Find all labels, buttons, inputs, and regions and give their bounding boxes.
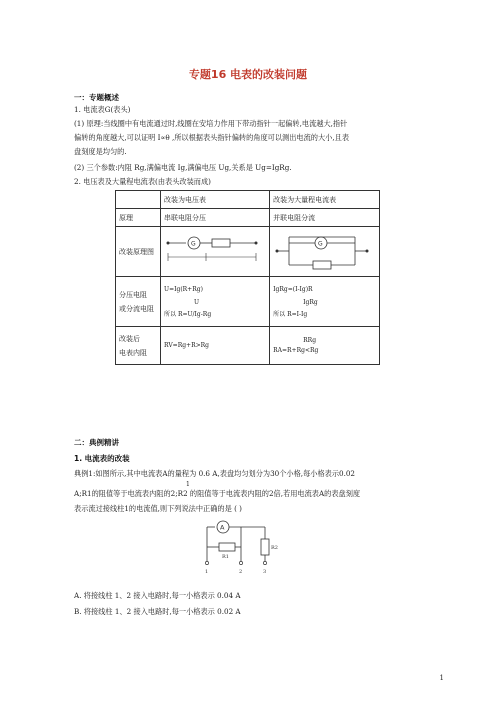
table-header-voltage: 改装为电压表 (161, 191, 270, 209)
table-row-label-resistance (116, 327, 161, 365)
voltage-formula-1: U=Ig(R+Rg) (164, 285, 203, 293)
terminal-1-label: 1 (205, 569, 209, 575)
table-row-label-diagram: 改装原理图 (116, 227, 161, 277)
table-corner-cell (116, 191, 161, 209)
table-cell-current-principle: 并联电阻分流 (270, 209, 380, 227)
example-fraction-numerator: 1 (186, 481, 190, 488)
terminal-1-icon (205, 561, 208, 564)
svg-text:G: G (191, 240, 196, 247)
svg-text:G: G (318, 240, 323, 247)
table-row-label-resistor-line-1: 分压电阻 (119, 290, 147, 299)
current-formula-2: 所以 R=I-Ig (273, 310, 308, 318)
item-1: 1. 电流表G(表头) (74, 105, 131, 114)
page-title: 专题16 电表的改装问题 (188, 68, 308, 81)
current-formula-numerator: IgRg (303, 298, 318, 306)
section-heading-examples: 二：典例精讲 (74, 438, 119, 447)
table-row-label-resistor (116, 277, 161, 327)
table-row-label-resistance-line-1: 改装后 (119, 334, 140, 343)
item-1-parameters: (2) 三个参数:内阻 Rg,满偏电流 Ig,满偏电压 Ug,关系是 Ug=IgRg. (74, 163, 292, 172)
resistor-r2-label: R2 (271, 545, 278, 551)
option-b: B. 将接线柱 1、2 接入电路时,每一小格表示 0.02 A (74, 607, 241, 616)
ammeter-label: A (220, 523, 225, 532)
page-number: 1 (439, 673, 444, 682)
voltage-formula-numerator: U (194, 298, 200, 306)
table-cell-current-resistor (270, 277, 380, 327)
terminal-2-label: 2 (239, 569, 243, 575)
table-cell-current-resistance (270, 327, 380, 365)
table-cell-voltage-resistor (161, 277, 270, 327)
table-cell-voltage-principle: 串联电阻分压 (161, 209, 270, 227)
terminal-2-icon (239, 561, 242, 564)
item-1-paragraph-line-2: 偏转的角度越大,可以证明 I∝θ ,所以根据表头指针偏转的角度可以测出电流的大小,且表 (74, 133, 350, 142)
table-row-label-principle: 原理 (116, 209, 161, 227)
item-1-paragraph-line-3: 盘刻度是均匀的. (74, 147, 127, 156)
resistor-r1-icon (219, 543, 235, 551)
table-cell-current-diagram (270, 227, 380, 277)
item-1-paragraph-line-1: (1) 原理:当线圈中有电流通过时,线圈在安培力作用下带动指针一起偏转,电流越大,指针 (74, 119, 348, 128)
example-line-3: 表示流过接线柱1的电流值,则下列说法中正确的是 ( ) (74, 504, 242, 513)
voltmeter-conversion-diagram (164, 229, 262, 273)
resistor-icon (313, 261, 331, 269)
resistor-r2-icon (261, 539, 269, 555)
table-row-label-resistor-line-2: 或分流电阻 (119, 304, 154, 313)
table-row-label-resistance-line-2: 电表内阻 (119, 348, 147, 357)
section-heading-overview: 一：专题概述 (74, 93, 119, 102)
current-formula-1: IgRg=(I-Ig)R (273, 285, 313, 293)
table-cell-voltage-resistance: RV=Rg+R>Rg (161, 327, 270, 365)
ammeter-conversion-diagram (273, 229, 371, 273)
resistor-r1-label: R1 (222, 554, 229, 560)
table-header-current: 改装为大量程电流表 (270, 191, 380, 209)
item-2: 2. 电压表及大量程电流表(由表头改装而成) (74, 177, 211, 186)
table-cell-voltage-diagram (161, 227, 270, 277)
example-line-1: 典例1:如图所示,其中电流表A的量程为 0.6 A,表盘均匀划分为30个小格,每小格表示0.02 (74, 469, 356, 478)
option-a: A. 将接线柱 1、2 接入电路时,每一小格表示 0.04 A (74, 591, 241, 600)
subsection-heading-ammeter: 1. 电流表的改装 (74, 454, 130, 463)
example-line-2: A;R1的阻值等于电流表内阻的2;R2 的阻值等于电流表内阻的2倍,若用电流表A的表盘刻度 (74, 489, 361, 498)
current-resistance-formula: RA=R+Rg<Rg (273, 347, 319, 354)
terminal-3-label: 3 (263, 569, 267, 575)
example-circuit-diagram (195, 517, 283, 577)
voltage-formula-2: 所以 R=U/Ig-Rg (164, 310, 212, 318)
resistor-icon (212, 239, 230, 247)
comparison-table (115, 190, 380, 365)
terminal-3-icon (263, 561, 266, 564)
current-resistance-numerator: RRg (303, 337, 317, 344)
